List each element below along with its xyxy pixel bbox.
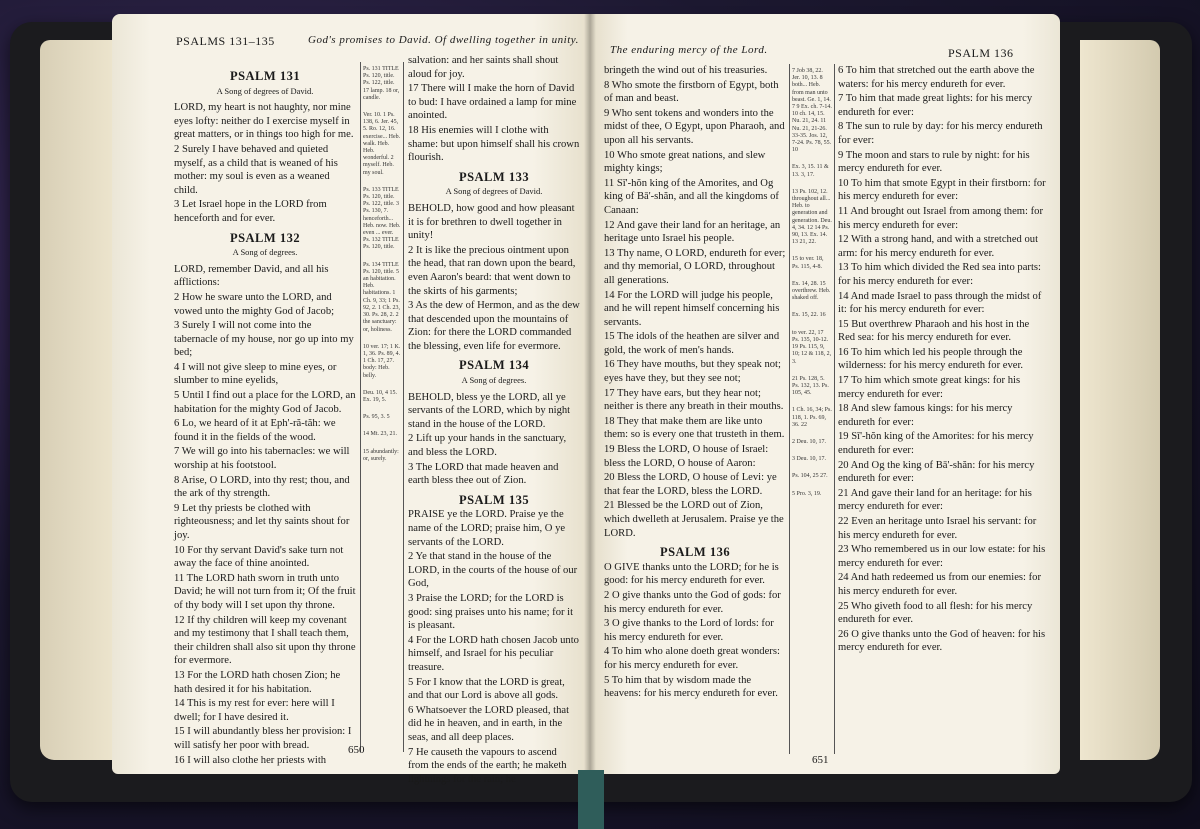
psalm-superscription: A Song of degrees.: [461, 375, 527, 386]
left-page-number: 650: [348, 744, 365, 756]
verse: 23 Who remembered us in our low estate: for his mercy endureth for ever:: [838, 544, 1046, 569]
ribbon-bookmark: [578, 770, 604, 829]
cross-reference: 21 Ps. 128, 5. Ps. 132, 13. Ps. 105, 45.: [792, 375, 829, 397]
verse: 16 They have mouths, but they speak not; eyes have they, but they see not;: [604, 359, 781, 385]
verse: 24 And hath redeemed us from our enemies: for his mercy endureth for ever.: [838, 572, 1041, 597]
verse: 13 To him which divided the Red sea into parts: for his mercy endureth for ever:: [838, 262, 1041, 287]
verse: 15 But overthrew Pharaoh and his host in the Red sea: for his mercy endureth for ever.: [838, 318, 1030, 344]
verse: 14 And made Israel to pass through the midst of it: for his mercy endureth for ever:: [838, 290, 1042, 316]
cross-reference: 2 Deu. 10, 17.: [792, 438, 826, 445]
psalm-heading: PSALM 135: [458, 492, 530, 507]
psalm-heading: PSALM 133: [458, 169, 530, 184]
verse: 10 For thy servant David's sake turn not away the face of thine anointed.: [174, 544, 344, 570]
verse: 6 Lo, we heard of it at Eph'-ră-tăh: we found it in the fields of the wood.: [174, 418, 336, 443]
verse: 9 The moon and stars to rule by night: for his mercy endureth for ever.: [838, 149, 1030, 175]
verse: 12 And gave their land for an heritage, an heritage unto Israel his people.: [604, 219, 781, 245]
verse: 10 Who smote great nations, and slew mighty kings;: [604, 149, 766, 175]
verse: 8 Who smote the firstborn of Egypt, both of man and beast.: [604, 79, 779, 105]
cross-reference: 13 Ps. 102, 12. throughout all... Heb. to generation and generation. Deu. 4, 34. 12 14 Ps. 90, 13. Ex. 14. 13 21, 22.: [792, 188, 832, 246]
verse: PRAISE ye the LORD. Praise ye the name of the LORD; praise him, O ye servants of the LORD.: [408, 509, 566, 548]
verse: 4 For the LORD hath chosen Jacob unto himself, and Israel for his peculiar treasure.: [408, 634, 579, 673]
psalm-superscription: A Song of degrees.: [232, 247, 298, 258]
cross-reference: 3 Deu. 10, 17.: [792, 456, 826, 463]
cross-reference: Ex. 3, 15. 11 & 13. 3, 17.: [792, 164, 829, 178]
psalm-heading: PSALM 132: [229, 230, 301, 245]
verse: bringeth the wind out of his treasuries.: [604, 65, 768, 76]
verse: salvation: and her saints shall shout aloud for joy.: [408, 55, 559, 80]
verse: 9 Who sent tokens and wonders into the midst of thee, O Egypt, upon Pharaoh, and upon all his servants.: [604, 107, 785, 146]
verse: 20 Bless the LORD, O house of Levi: ye that fear the LORD, bless the LORD.: [604, 472, 777, 497]
page-edges-right: [1080, 40, 1160, 760]
verse: 19 Sī'-hŏn king of the Amorites: for his mercy endureth for ever:: [838, 431, 1034, 457]
cross-reference: Ex. 15, 22. 16: [792, 312, 826, 319]
verse: 13 For the LORD hath chosen Zion; he hath desired it for his habitation.: [174, 669, 341, 695]
verse: BEHOLD, bless ye the LORD, all ye servants of the LORD, which by night stand in the house of the LORD.: [408, 391, 571, 430]
verse: 17 To him which smote great kings: for his mercy endureth for ever:: [838, 375, 1021, 400]
cross-reference: Ver. 10. 1 Ps. 138, 6. Jer. 45, 5. Ro. 12, 16. exercise... Heb. walk. Heb. Heb. wonderful. 2 myself. Heb. my soul.: [363, 112, 401, 176]
book-gutter: [584, 14, 596, 774]
verse: 6 To him that stretched out the earth above the waters: for his mercy endureth for ever.: [838, 65, 1035, 90]
verse: 18 And slew famous kings: for his mercy endureth for ever:: [838, 403, 1013, 428]
verse: 2 It is like the precious ointment upon the head, that ran down upon the beard, even Aaron's beard: that went down to the skirts of his garments;: [408, 244, 576, 297]
verse: 8 Arise, O LORD, into thy rest; thou, and the ark of thy strength.: [174, 474, 350, 500]
left-column-2: [408, 54, 580, 787]
cross-reference: Ps. 134 TITLE Ps. 120, title. 5 an habitation. Heb. habitations. 1 Ch. 9, 33; 1 Ps. 92, 2. 1 Ch. 23, 30. Ps. 28, 2. 2 the sanctuary: or, holiness.: [363, 261, 401, 333]
verse: 3 Praise the LORD; for the LORD is good: sing praises unto his name; for it is pleasant.: [408, 592, 574, 632]
verse: 21 Blessed be the LORD out of Zion, which dwelleth at Jerusalem. Praise ye the LORD.: [604, 500, 784, 539]
psalm-heading: PSALM 136: [659, 545, 731, 560]
cross-reference: Ps. 95, 3. 5: [363, 414, 390, 421]
cross-reference: Ps. 104, 25 27.: [792, 473, 828, 480]
verse: 12 If thy children will keep my covenant and my testimony that I shall teach them, their children shall also sit upon thy throne for evermore.: [174, 614, 356, 667]
verse: 4 I will not give sleep to mine eyes, or slumber to mine eyelids,: [174, 361, 337, 387]
verse: 2 O give thanks unto the God of gods: for his mercy endureth for ever.: [604, 589, 781, 615]
verse: 11 Sī'-hŏn king of the Amorites, and Og king of Bā'-shăn, and all the kingdoms of Canaan:: [604, 177, 779, 216]
verse: 25 Who giveth food to all flesh: for his mercy endureth for ever.: [838, 600, 1033, 626]
verse: 7 We will go into his tabernacles: we will worship at his footstool.: [174, 446, 350, 472]
column-rule: [789, 64, 790, 754]
verse: LORD, remember David, and all his afflictions:: [174, 263, 329, 289]
verse: 14 For the LORD will judge his people, and he will repent himself concerning his servants.: [604, 289, 780, 328]
right-cross-references: [792, 68, 832, 508]
right-column-2: [838, 64, 1046, 656]
verse: 3 The LORD that made heaven and earth bless thee out of Zion.: [408, 461, 559, 487]
verse: 13 Thy name, O LORD, endureth for ever; and thy memorial, O LORD, throughout all generations.: [604, 247, 786, 286]
verse: 3 Surely I will not come into the tabernacle of my house, nor go up into my bed;: [174, 320, 354, 359]
cross-reference: Ps. 133 TITLE Ps. 120, title. Ps. 122, title. 3 Ps. 130, 7. henceforth... Heb. now. Heb. even ... ever. Ps. 132 TITLE Ps. 120, title.: [363, 186, 401, 251]
verse: 17 They have ears, but they hear not; neither is there any breath in their mouths.: [604, 387, 784, 413]
verse: 3 O give thanks to the Lord of lords: for his mercy endureth for ever.: [604, 618, 774, 643]
verse: 18 They that make them are like unto them: so is every one that trusteth in them.: [604, 415, 785, 441]
psalm-heading: PSALM 131: [229, 69, 301, 83]
verse: 26 O give thanks unto the God of heaven: for his mercy endureth for ever.: [838, 628, 1046, 654]
left-running-head: PSALMS 131–135: [176, 34, 275, 48]
verse: 6 Whatsoever the LORD pleased, that did he in heaven, and in earth, in the seas, and all deep places.: [408, 704, 570, 743]
verse: 19 Bless the LORD, O house of Israel: bless the LORD, O house of Aaron:: [604, 444, 769, 469]
verse: 18 His enemies will I clothe with shame: but upon himself shall his crown flourish.: [408, 124, 580, 164]
verse: 16 I will also clothe her priests with: [174, 754, 327, 766]
right-page: [590, 14, 1060, 774]
verse: 2 Ye that stand in the house of the LORD, in the courts of the house of our God,: [408, 551, 578, 590]
verse: 14 This is my rest for ever: here will I dwell; for I have desired it.: [174, 698, 335, 723]
verse: 5 Until I find out a place for the LORD, an habitation for the mighty God of Jacob.: [174, 390, 356, 415]
verse: 15 The idols of the heathen are silver and gold, the work of men's hands.: [604, 331, 780, 356]
cross-reference: Ps. 131 TITLE Ps. 120, title. Ps. 122, title. 17 lamp. 18 or, candle.: [363, 66, 400, 101]
cross-reference: to ver. 22, 17 Ps. 135, 10-12. 19 Ps. 115, 9, 10; 12 & 118, 2, 3.: [792, 329, 832, 365]
verse: 12 With a strong hand, and with a stretched out arm: for his mercy endureth for ever.: [838, 234, 1039, 259]
right-running-head: PSALM 136: [948, 46, 1014, 60]
cross-reference: Ex. 14, 28. 15 overthrew. Heb. shaked off.: [792, 280, 831, 302]
verse: 5 For I know that the LORD is great, and that our Lord is above all gods.: [408, 676, 565, 702]
cross-reference: 7 Job 38, 22. Jer. 10, 13. 8 both... Heb. from man unto beast. Ge. 1, 14. 7 9 Ex. ch. 7-14. 10 ch. 14, 15. Nu. 21, 24. 11 Nu. 21, 21-26. 33-35. Jos. 12, 7-24. Ps. 78, 55. 10: [792, 68, 832, 154]
psalm-superscription: A Song of degrees of David.: [445, 186, 543, 197]
page-edges-left: [40, 40, 120, 760]
verse: 7 He causeth the vapours to ascend from the ends of the earth; he maketh lightnings for the rain; he: [408, 746, 567, 785]
cross-reference: 14 Mt. 23, 21.: [363, 431, 398, 438]
verse: 2 Lift up your hands in the sanctuary, and bless the LORD.: [408, 433, 567, 459]
left-page: [112, 14, 590, 785]
cross-reference: 15 to ver. 18, Ps. 115, 4-8.: [792, 256, 824, 270]
left-cross-references: [363, 66, 401, 473]
right-page-summary: The enduring mercy of the Lord.: [610, 44, 768, 56]
verse: 2 How he sware unto the LORD, and vowed unto the mighty God of Jacob;: [174, 291, 335, 317]
cross-reference: Deu. 10, 4 15. Ex. 19, 5.: [363, 389, 397, 403]
verse: 5 To him that by wisdom made the heavens: for his mercy endureth for ever.: [604, 674, 778, 700]
psalm-superscription: A Song of degrees of David.: [216, 85, 314, 96]
verse: O GIVE thanks unto the LORD; for he is good: for his mercy endureth for ever.: [604, 561, 779, 587]
verse: 15 I will abundantly bless her provision: I will satisfy her poor with bread.: [174, 726, 352, 751]
verse: 17 There will I make the horn of David to bud: I have ordained a lamp for mine anointed.: [408, 83, 577, 122]
verse: 21 And gave their land for an heritage: for his mercy endureth for ever:: [838, 487, 1032, 513]
column-rule: [834, 64, 835, 754]
cross-reference: 15 abundantly: or, surely.: [363, 448, 399, 462]
cross-reference: 10 ver. 17; 1 K. 1, 36. Ps. 89, 4. 1 Ch. 17, 27. body: Heb. belly.: [363, 343, 401, 379]
column-rule: [360, 62, 361, 752]
right-page-number: 651: [812, 754, 829, 766]
verse: 10 To him that smote Egypt in their firstborn: for his mercy endureth for ever:: [838, 177, 1046, 203]
verse: 9 Let thy priests be clothed with righteousness; and let thy saints shout for joy.: [174, 502, 350, 541]
verse: 11 And brought out Israel from among them: for his mercy endureth for ever:: [838, 205, 1043, 231]
verse: 4 To him who alone doeth great wonders: for his mercy endureth for ever.: [604, 646, 780, 671]
verse: 7 To him that made great lights: for his mercy endureth for ever:: [838, 93, 1033, 118]
verse: 3 As the dew of Hermon, and as the dew that descended upon the mountains of Zion: for there the LORD commanded the blessing, even life for evermore.: [408, 300, 580, 352]
verse: LORD, my heart is not haughty, nor mine eyes lofty: neither do I exercise myself in great matters, or in things too high for me.: [174, 102, 354, 141]
cross-reference: 1 Ch. 16, 34; Ps. 118, 1. Ps. 69, 36. 22: [792, 407, 832, 428]
verse: 16 To him which led his people through the wilderness: for his mercy endureth for ever.: [838, 346, 1024, 372]
column-rule: [403, 62, 404, 752]
verse: 8 The sun to rule by day: for his mercy endureth for ever:: [838, 121, 1043, 146]
verse: 3 Let Israel hope in the LORD from henceforth and for ever.: [174, 199, 327, 224]
verse: 22 Even an heritage unto Israel his servant: for his mercy endureth for ever.: [838, 516, 1037, 541]
verse: 2 Surely I have behaved and quieted myself, as a child that is weaned of his mother: my soul is even as a weaned child.: [174, 143, 338, 196]
left-page-summary: God's promises to David. Of dwelling together in unity.: [308, 34, 579, 46]
verse: BEHOLD, how good and how pleasant it is for brethren to dwell together in unity!: [408, 202, 575, 242]
cross-reference: 5 Pro. 3, 19.: [792, 490, 822, 497]
verse: 11 The LORD hath sworn in truth unto David; he will not turn from it; Of the fruit of thy body will I set upon thy throne.: [174, 572, 356, 611]
verse: 20 And Og the king of Bā'-shăn: for his mercy endureth for ever:: [838, 459, 1035, 485]
right-column-1: [604, 64, 786, 702]
psalm-heading: PSALM 134: [458, 358, 530, 373]
left-column-1: [174, 64, 356, 768]
